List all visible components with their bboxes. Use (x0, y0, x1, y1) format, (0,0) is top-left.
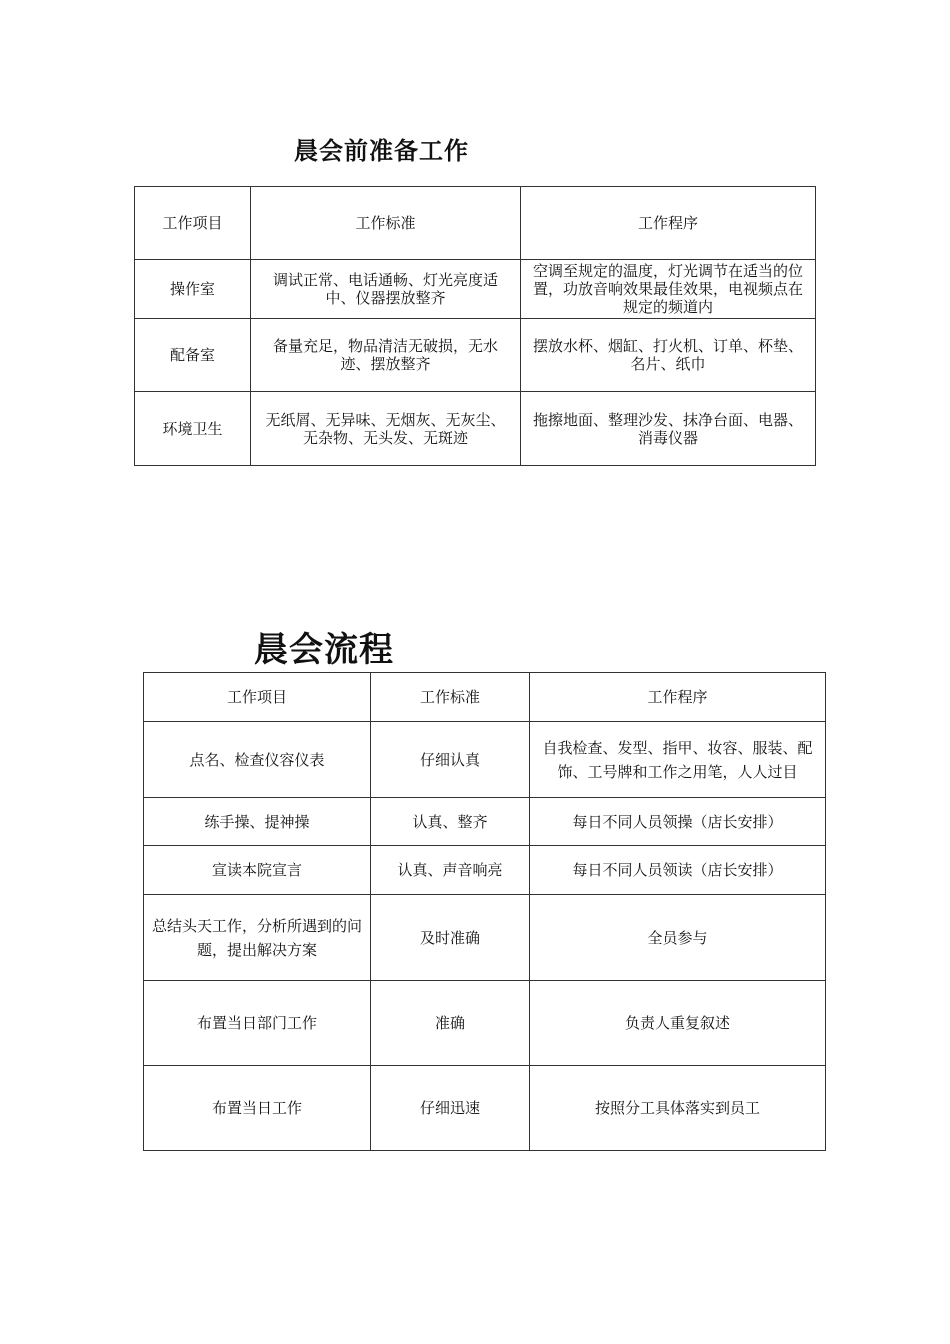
table-row (144, 846, 826, 895)
standard-cell: 备量充足，物品清洁无破损，无水迹、摆放整齐 (251, 319, 521, 392)
procedure-cell: 自我检查、发型、指甲、妆容、服装、配饰、工号牌和工作之用笔，人人过目 (530, 722, 826, 798)
procedure-cell: 摆放水杯、烟缸、打火机、订单、杯垫、名片、纸巾 (521, 319, 816, 392)
header-cell: 工作标准 (251, 187, 521, 260)
item-cell: 布置当日工作 (144, 1066, 371, 1151)
procedure-cell: 空调至规定的温度，灯光调节在适当的位置，功放音响效果最佳效果，电视频点在规定的频道内 (521, 260, 816, 319)
standard-cell: 及时准确 (371, 895, 530, 981)
table-row (135, 260, 816, 319)
item-cell: 练手操、提神操 (144, 798, 371, 846)
header-cell: 工作项目 (144, 673, 371, 722)
table-row (144, 1066, 826, 1151)
table-row (135, 392, 816, 466)
procedure-cell: 负责人重复叙述 (530, 981, 826, 1066)
item-cell: 操作室 (135, 260, 251, 319)
meeting-flow-title: 晨会流程 (254, 630, 394, 670)
table-row (144, 895, 826, 981)
table-row (135, 319, 816, 392)
meeting-flow-table (143, 672, 826, 1151)
item-cell: 环境卫生 (135, 392, 251, 466)
procedure-cell: 按照分工具体落实到员工 (530, 1066, 826, 1151)
item-cell: 布置当日部门工作 (144, 981, 371, 1066)
item-cell: 宣读本院宣言 (144, 846, 371, 895)
standard-cell: 无纸屑、无异味、无烟灰、无灰尘、无杂物、无头发、无斑迹 (251, 392, 521, 466)
standard-cell: 认真、整齐 (371, 798, 530, 846)
table-row (144, 722, 826, 798)
procedure-cell: 全员参与 (530, 895, 826, 981)
item-cell: 总结头天工作，分析所遇到的问题，提出解决方案 (144, 895, 371, 981)
prep-work-table (134, 186, 816, 466)
standard-cell: 认真、声音响亮 (371, 846, 530, 895)
procedure-cell: 每日不同人员领读（店长安排） (530, 846, 826, 895)
header-cell: 工作标准 (371, 673, 530, 722)
table-header-row (144, 673, 826, 722)
table-row (144, 798, 826, 846)
procedure-cell: 拖擦地面、整理沙发、抹净台面、电器、消毒仪器 (521, 392, 816, 466)
table-row (144, 981, 826, 1066)
standard-cell: 仔细认真 (371, 722, 530, 798)
procedure-cell: 每日不同人员领操（店长安排） (530, 798, 826, 846)
item-cell: 配备室 (135, 319, 251, 392)
item-cell: 点名、检查仪容仪表 (144, 722, 371, 798)
header-cell: 工作程序 (521, 187, 816, 260)
header-cell: 工作程序 (530, 673, 826, 722)
header-cell: 工作项目 (135, 187, 251, 260)
standard-cell: 准确 (371, 981, 530, 1066)
prep-work-title: 晨会前准备工作 (294, 136, 469, 165)
table-header-row (135, 187, 816, 260)
standard-cell: 仔细迅速 (371, 1066, 530, 1151)
standard-cell: 调试正常、电话通畅、灯光亮度适中、仪器摆放整齐 (251, 260, 521, 319)
